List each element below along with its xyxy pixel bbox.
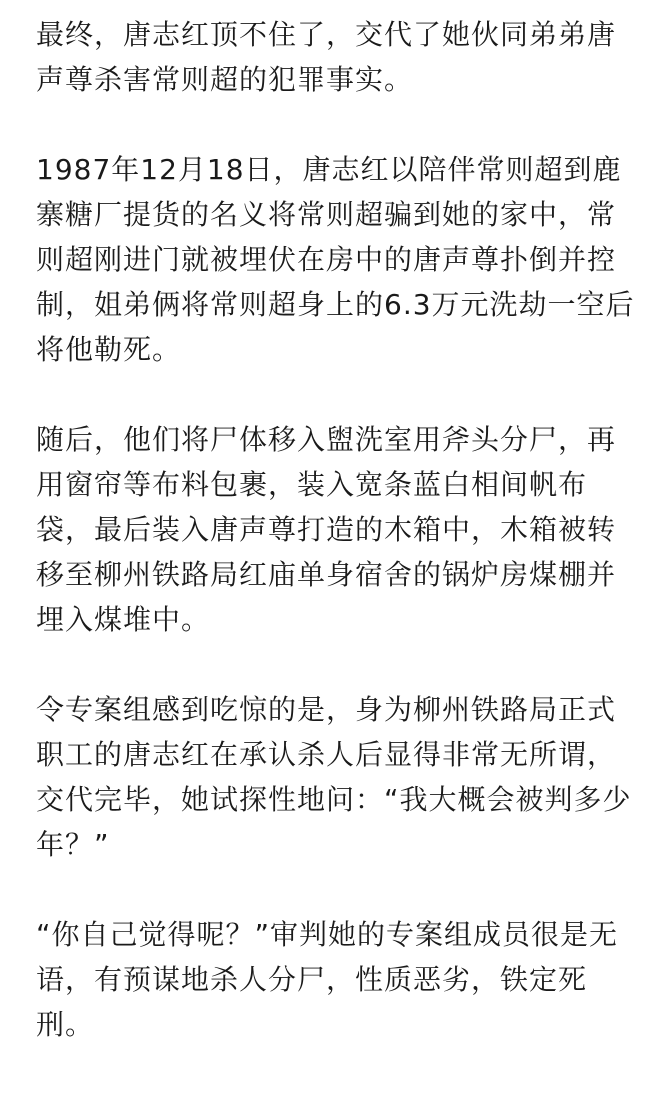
text-line: 年？”	[36, 828, 110, 861]
text-line: 袋，最后装入唐声尊打造的木箱中，木箱被转	[36, 513, 617, 546]
text-line: 制，姐弟俩将常则超身上的6.3万元洗劫一空后	[36, 288, 635, 321]
text-line: 埋入煤堆中。	[36, 603, 211, 636]
text-line: 则超刚进门就被埋伏在房中的唐声尊扑倒并控	[36, 243, 617, 276]
paragraph-1	[36, 12, 636, 102]
paragraph-5	[36, 912, 636, 1047]
text-line: 将他勒死。	[36, 333, 182, 366]
text-line: 最终，唐志红顶不住了，交代了她伙同弟弟唐	[36, 18, 617, 51]
text-line: 令专案组感到吃惊的是，身为柳州铁路局正式	[36, 693, 617, 726]
text-line: “你自己觉得呢？”审判她的专案组成员很是无	[36, 918, 619, 951]
text-line: 声尊杀害常则超的犯罪事实。	[36, 63, 414, 96]
text-line: 用窗帘等布料包裹，装入宽条蓝白相间帆布	[36, 468, 588, 501]
paragraph-3	[36, 417, 636, 642]
article-body	[36, 12, 636, 1092]
text-line: 刑。	[36, 1008, 95, 1041]
text-line: 寨糖厂提货的名义将常则超骗到她的家中，常	[36, 198, 617, 231]
text-line: 语，有预谋地杀人分尸，性质恶劣，铁定死	[36, 963, 588, 996]
text-line: 1987年12月18日，唐志红以陪伴常则超到鹿	[36, 153, 622, 186]
text-line: 职工的唐志红在承认杀人后显得非常无所谓，	[36, 738, 617, 771]
text-line: 交代完毕，她试探性地问：“我大概会被判多少	[36, 783, 632, 816]
paragraph-2	[36, 147, 636, 372]
text-line: 随后，他们将尸体移入盥洗室用斧头分尸，再	[36, 423, 617, 456]
paragraph-4	[36, 687, 636, 867]
text-line: 移至柳州铁路局红庙单身宿舍的锅炉房煤棚并	[36, 558, 617, 591]
